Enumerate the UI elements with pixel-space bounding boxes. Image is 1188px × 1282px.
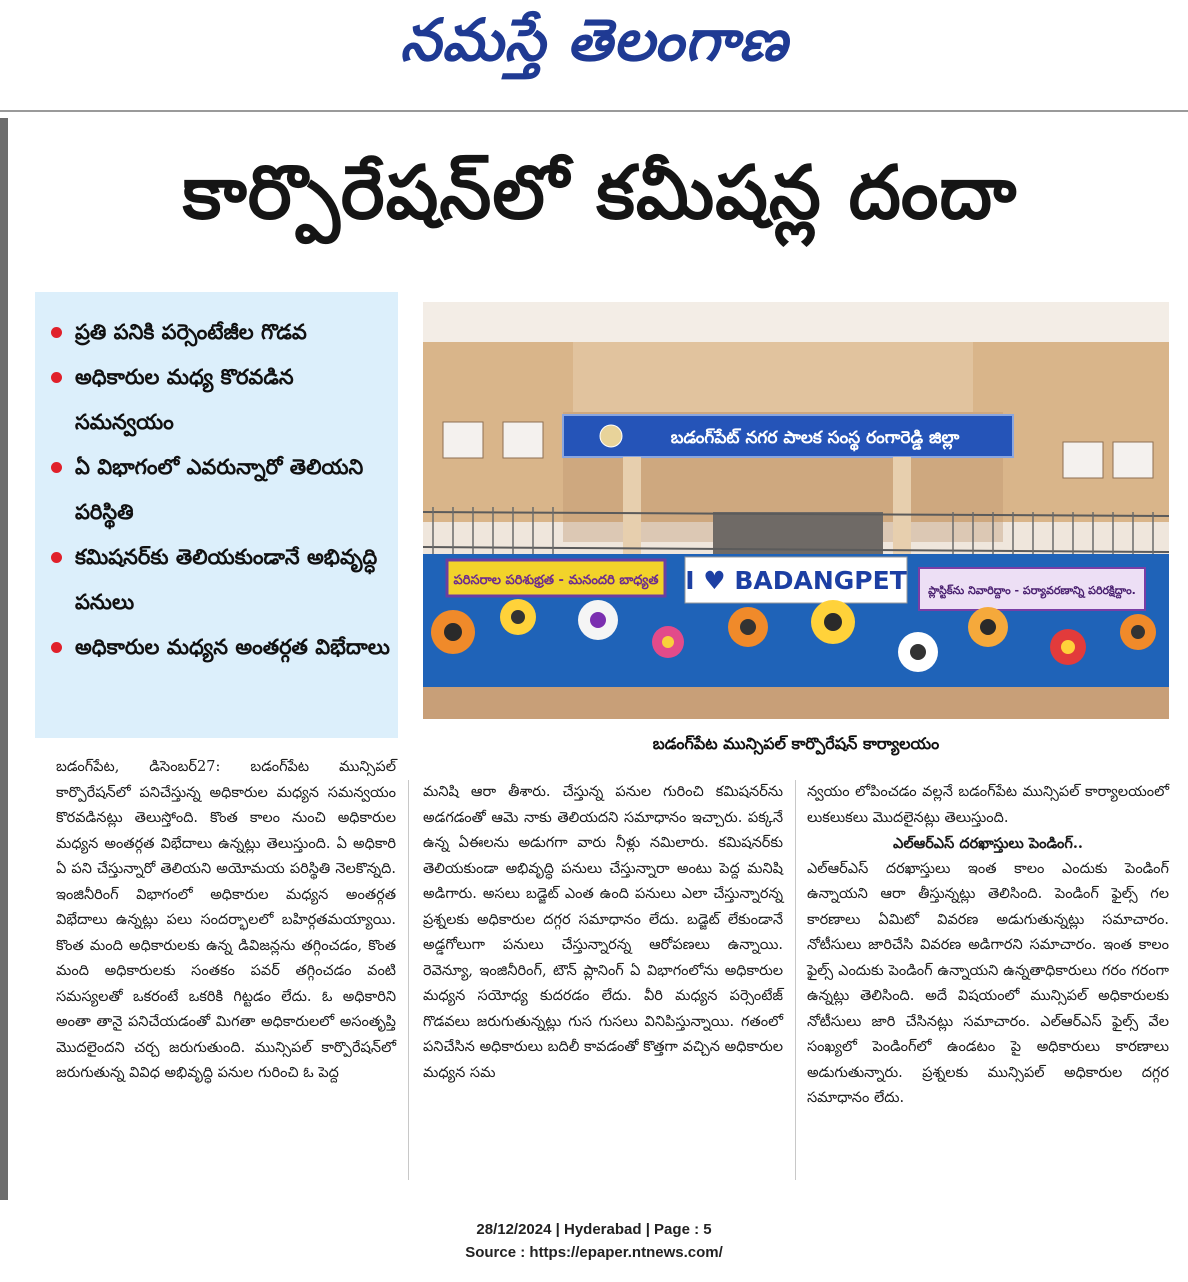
photo-caption: బడంగ్‌పేట మున్సిపల్ కార్పొరేషన్ కార్యాలయం: [652, 734, 940, 753]
article-column-2: మనిషి ఆరా తీశారు. చేస్తున్న పనుల గురించి కమిషనర్‌ను అడగడంతో ఆమె నాకు తెలియదని సమాధానం ఇచ్చారు. పక్కనే ఉన్న ఏఈలను అడుగగా వారు నీళ్లు నమిలారు. కమిషనర్‌కు తెలియకుండా అభివృద్ధి పనులు చేస్తున్నారా అంటు పెద్ద మనిషి అడిగారు. అసలు బడ్జెట్ ఎంత ఉంది పనులు ఎలా చేస్తున్నారన్న ప్రశ్నలకు అధికారుల దగ్గర సమాధానం లేదు. బడ్జెట్ లేకుండానే అడ్డగోలుగా పనులు చేస్తున్నారన్న ఆరోపణలు ఉన్నాయి. రెవెన్యూ, ఇంజినీరింగ్, టౌన్ ప్లానింగ్ ఏ విభాగంలోను అధికారుల మధ్యన సయోధ్య కుదరడం లేదు. వీరి మధ్యన పర్సెంటేజ్ గొడవలు జరుగుతున్నట్లు గుస గుసలు వినిపిస్తున్నాయి. గతంలో పనిచేసిన అధికారులు బదిలీ కావడంతో కొత్తగా వచ్చిన అధికారుల మధ్యన సమ: [423, 784, 783, 1081]
photo-wall-left-text: పరిసరాల పరిశుభ్రత - మనందరి బాధ్యత: [453, 573, 659, 588]
bullet-icon: [51, 327, 62, 338]
news-photo: [423, 302, 1169, 719]
article-column-1: బడంగ్‌పేట, డిసెంబర్27: బడంగ్‌పేట మున్సిపల్ కార్పొరేషన్‌లో పనిచేస్తున్న అధికారుల మధ్యన సమన్వయం కొరవడినట్లు తెలుస్తోంది. కొంత కాలం నుంచి అధికారుల మధ్యన అంతర్గత విభేదాలు ఉన్నట్లు తెలుస్తుంది. ఏ అధికారి ఏ పని చేస్తున్నారో తెలియని అయోమయ పరిస్థితి నెలకొన్నది. ఇంజినీరింగ్ విభాగంలో అధికారుల మధ్యన అంతర్గత విభేదాలు ఉన్నట్లు పలు సందర్భాలలో బహిర్గతమయ్యాయి. కొంత మంది అధికారులకు ఉన్న డివిజన్లను తగ్గించడం, కొంత మంది అధికారులకు సంతకం పవర్ తగ్గించడం వంటి సమస్యలతో ఒకరంటే ఒకరికి గిట్టడం లేదు. ఓ అధికారిని అంతా తానై పనిచేయడంతో మిగతా అధికారులలో అసంతృప్తి మొదలైందని చర్చ జరుగుతుంది. మున్సిపల్ కార్పొరేషన్‌లో జరుగుతున్న వివిధ అభివృద్ధి పనుల గురించి ఓ పెద్ద: [56, 759, 396, 1081]
page-footer: [0, 1218, 1188, 1264]
article-column-3-lead: న్వయం లోపించడం వల్లనే బడంగ్‌పేట మున్సిపల్ కార్యాలయంలో లుకలుకలు మొదలైనట్లు తెలుస్తుంది.: [807, 784, 1169, 826]
photo-wall-center-text: I ♥ BADANGPET: [685, 566, 907, 595]
bullet-icon: [51, 462, 62, 473]
photo-signboard-text: బడంగ్‌పేట్ నగర పాలక సంస్థ రంగారెడ్డి జిల్లా: [670, 428, 960, 448]
column-divider: [408, 780, 409, 1180]
bullet-icon: [51, 552, 62, 563]
highlights-box: [35, 292, 398, 738]
footer-dateline: 28/12/2024 | Hyderabad | Page : 5: [476, 1221, 712, 1238]
highlight-item: కమిషనర్‌కు తెలియకుండానే అభివృద్ధి పనులు: [47, 535, 398, 625]
building-photo-illustration: [423, 302, 1169, 719]
highlight-item: అధికారుల మధ్య కొరవడిన సమన్వయం: [47, 355, 398, 445]
highlight-item: ఏ విభాగంలో ఎవరున్నారో తెలియని పరిస్థితి: [47, 445, 398, 535]
bullet-icon: [51, 372, 62, 383]
article-subheading: ఎల్ఆర్ఎస్ దరఖాస్తులు పెండింగ్..: [893, 835, 1083, 852]
bullet-icon: [51, 642, 62, 653]
article-column-3: [807, 780, 1169, 1112]
left-margin-bar: [0, 118, 8, 1200]
photo-wall-right-text: ప్లాస్టిక్‌ను నివారిద్దాం - పర్యావరణాన్ని పరిరక్షిద్దాం.: [928, 584, 1136, 597]
masthead-divider: [0, 110, 1188, 112]
masthead: [0, 0, 1188, 110]
newspaper-logo: నమస్తే తెలంగాణ: [400, 6, 788, 74]
highlight-item: ప్రతి పనికి పర్సెంటేజీల గొడవ: [47, 310, 398, 355]
article-column-3-body: ఎల్ఆర్ఎస్ దరఖాస్తులు ఇంత కాలం ఎందుకు పెండింగ్ ఉన్నాయని ఆరా తీస్తున్నట్లు తెలిసింది. పెండింగ్ ఫైల్స్ గల కారణాలు ఏమిటో వివరణ అడుగుతున్నట్లు సమాచారం. నోటీసులు జారిచేసి వివరణ అడిగారని సమాచారం. ఇంత కాలం ఫైల్స్ ఎందుకు పెండింగ్ ఉన్నాయని ఉన్నతాధికారులు గరం గరంగా ఉన్నట్లు తెలిసింది. అదే విషయంలో మున్సిపల్ అధికారులకు నోటీసులు జారి చేసినట్లు సమాచారం. ఎల్ఆర్ఎస్ ఫైల్స్ వేల సంఖ్యలో పెండింగ్‌లో ఉండటం పై అధికారులు కారణాలు అడుగుతున్నారు. ప్రశ్నలకు మున్సిపల్ అధికారుల దగ్గర సమాధానం లేదు.: [807, 860, 1169, 1106]
column-divider: [795, 780, 796, 1180]
footer-source: Source : https://epaper.ntnews.com/: [465, 1244, 723, 1261]
highlight-item: అధికారుల మధ్యన అంతర్గత విభేదాలు: [47, 625, 398, 670]
headline: కార్పొరేషన్‌లో కమీషన్ల దందా: [182, 150, 1018, 236]
